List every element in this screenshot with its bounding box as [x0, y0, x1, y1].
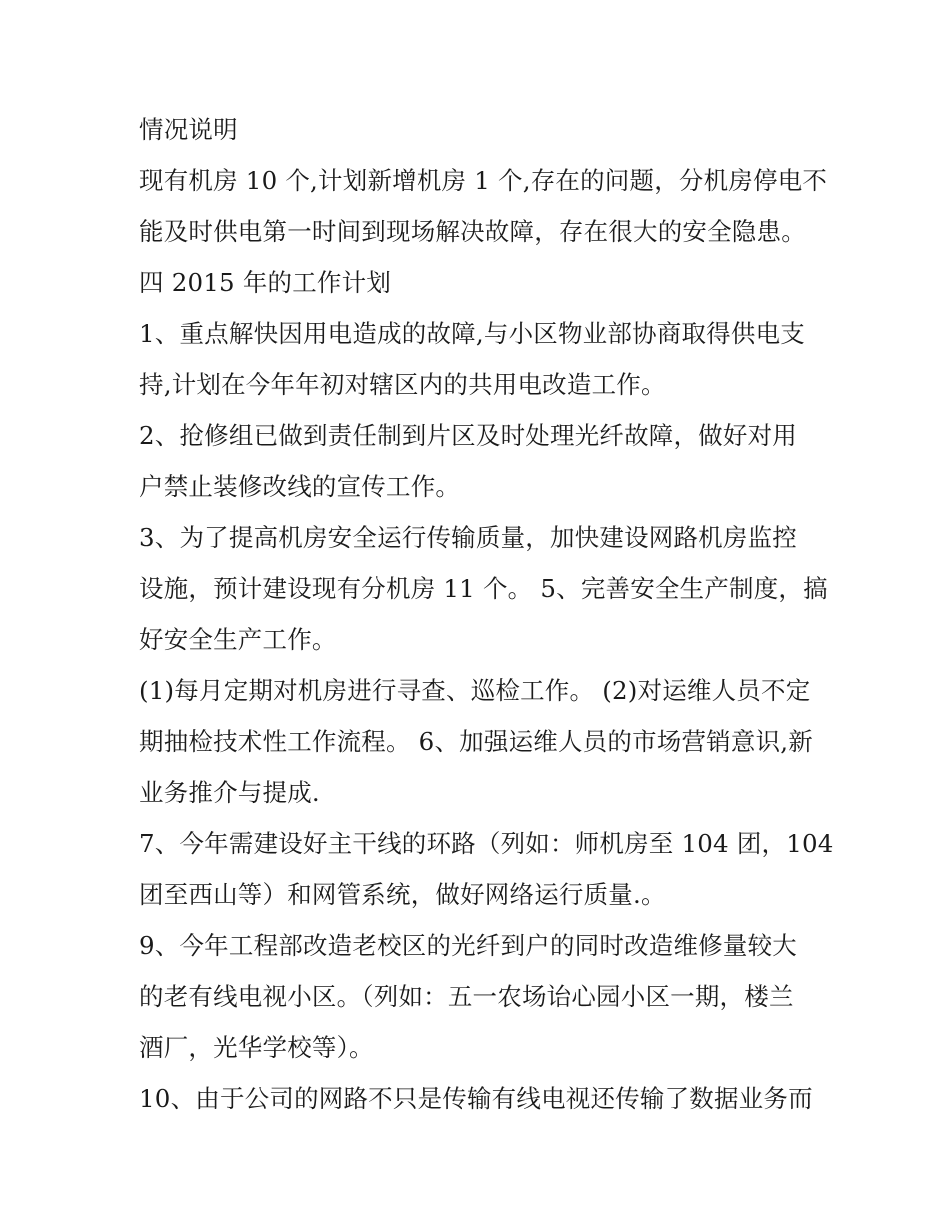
list-item-9-line: 的老有线电视小区。（列如：五一农场诒心园小区一期，楼兰 [139, 982, 794, 1011]
section-heading: 四 2015 年的工作计划 [139, 268, 392, 297]
list-item-9-line: 9、今年工程部改造老校区的光纤到户的同时改造维修量较大 [139, 931, 797, 960]
paragraph-line: 现有机房 10 个,计划新增机房 1 个,存在的问题，分机房停电不 [139, 166, 828, 195]
list-item-7-line: 7、今年需建设好主干线的环路（列如：师机房至 104 团，104 [139, 829, 834, 858]
list-item-2-line: 2、抢修组已做到责任制到片区及时处理光纤故障，做好对用 [139, 421, 797, 450]
list-item-5-line: 好安全生产工作。 [139, 625, 337, 654]
list-item-2-line: 户禁止装修改线的宣传工作。 [139, 472, 461, 501]
list-item-10-line: 10、由于公司的网路不只是传输有线电视还传输了数据业务而 [139, 1084, 813, 1113]
list-item-6-line: 期抽检技术性工作流程。 6、加强运维人员的市场营销意识,新 [139, 727, 813, 756]
list-item-3-line: 设施，预计建设现有分机房 11 个。 5、完善安全生产制度，搞 [139, 574, 828, 603]
sub-item-line: (1)每月定期对机房进行寻查、巡检工作。 (2)对运维人员不定 [139, 676, 811, 705]
list-item-1-line: 持,计划在今年年初对辖区内的共用电改造工作。 [139, 370, 666, 399]
list-item-6-line: 业务推介与提成. [139, 778, 320, 807]
document-body [139, 104, 834, 1124]
paragraph-line: 能及时供电第一时间到现场解决故障，存在很大的安全隐患。 [139, 217, 806, 246]
section-title: 情况说明 [139, 115, 238, 144]
list-item-9-line: 酒厂，光华学校等）。 [139, 1033, 374, 1062]
list-item-3-line: 3、为了提高机房安全运行传输质量，加快建设网路机房监控 [139, 523, 797, 552]
list-item-7-line: 团至西山等）和网管系统，做好网络运行质量.。 [139, 880, 666, 909]
list-item-1-line: 1、重点解快因用电造成的故障,与小区物业部协商取得供电支 [139, 319, 805, 348]
